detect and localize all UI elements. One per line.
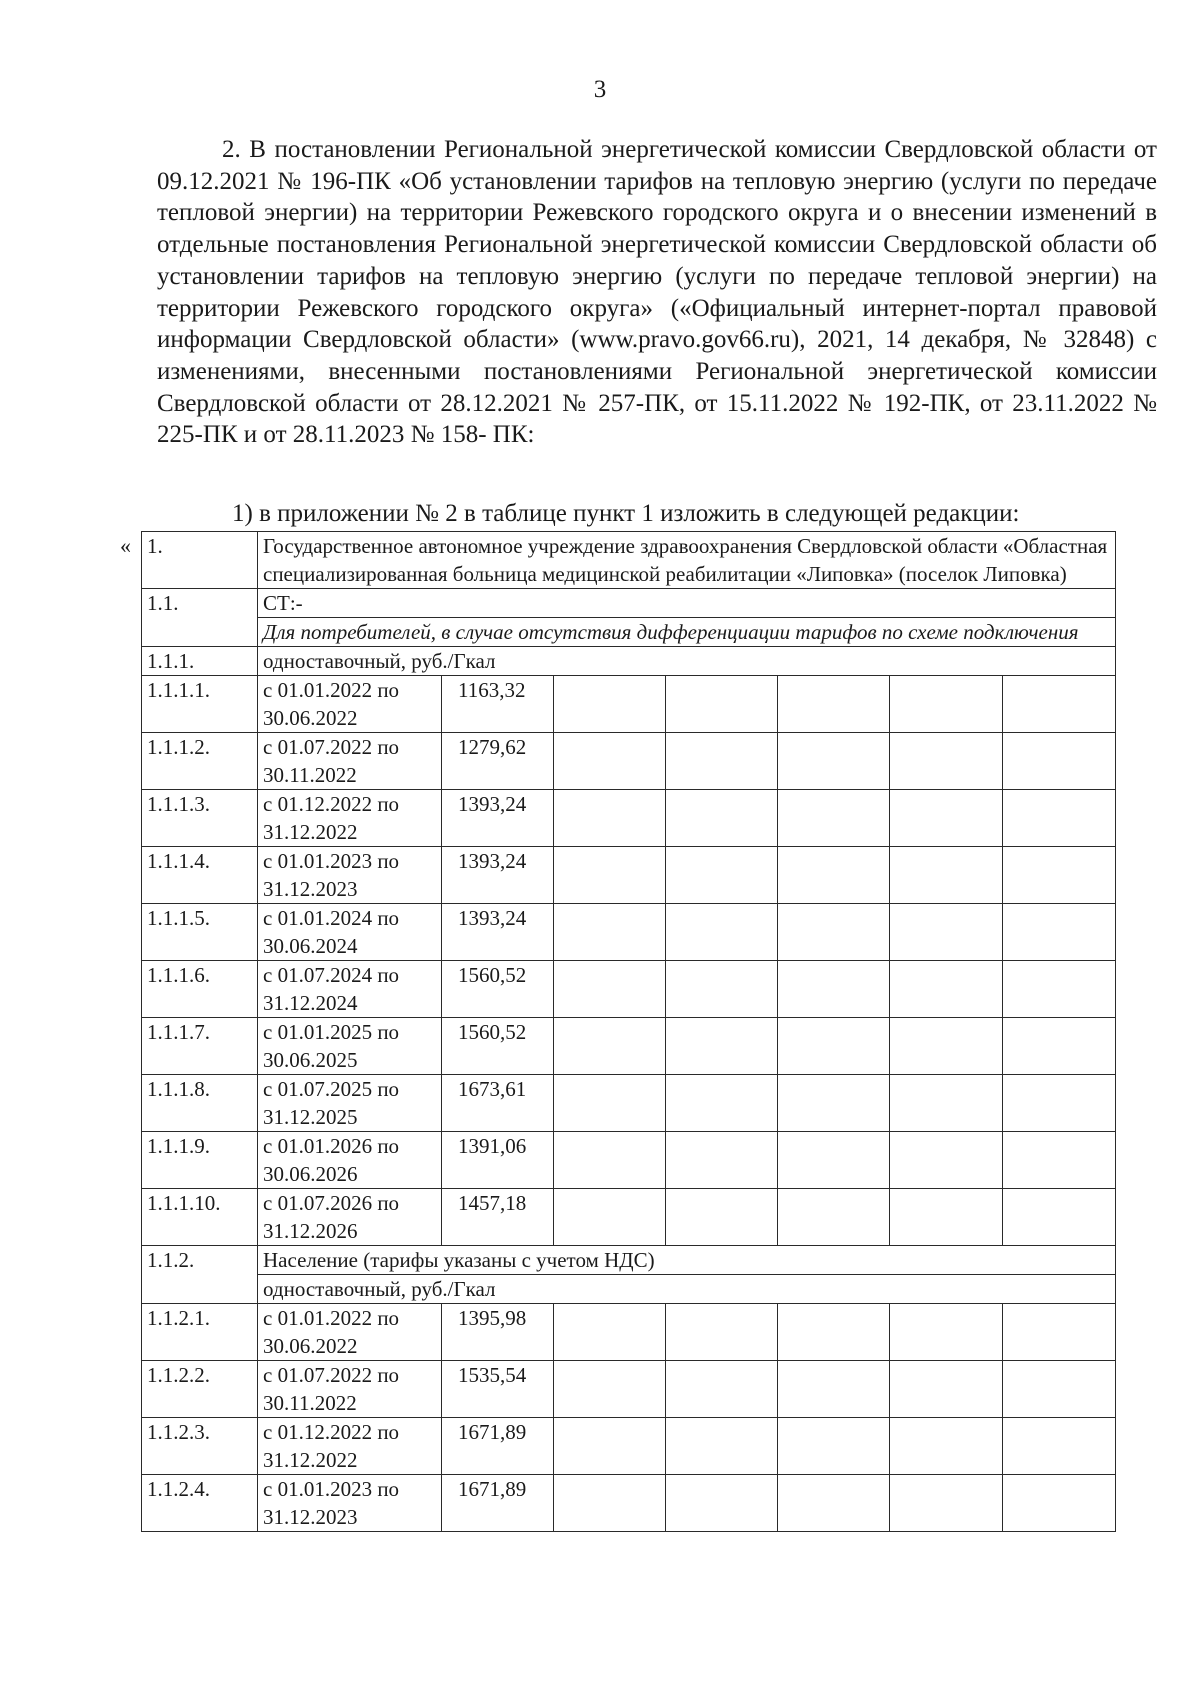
empty-cell — [778, 676, 890, 733]
table-row — [142, 1132, 1116, 1189]
row-period: с 01.07.2026 по 31.12.2026 — [258, 1189, 442, 1246]
empty-cell — [890, 847, 1003, 904]
empty-cell — [554, 961, 666, 1018]
row-number: 1.1.1.4. — [142, 847, 258, 904]
row-number: 1.1.1.3. — [142, 790, 258, 847]
empty-cell — [890, 676, 1003, 733]
empty-cell — [554, 733, 666, 790]
page-number: 3 — [593, 76, 607, 103]
row-number: 1.1.2.4. — [142, 1475, 258, 1532]
row-period: с 01.01.2022 по 30.06.2022 — [258, 1304, 442, 1361]
row-value: 1163,32 — [442, 676, 554, 733]
group2-label: одноставочный, руб./Гкал — [258, 1275, 1116, 1304]
tariff-table — [141, 531, 1116, 1532]
table-row — [142, 1189, 1116, 1246]
row-value: 1393,24 — [442, 790, 554, 847]
row-value: 1673,61 — [442, 1075, 554, 1132]
empty-cell — [554, 1418, 666, 1475]
row-number: 1.1.2.2. — [142, 1361, 258, 1418]
ct-label: СТ:- — [258, 589, 1116, 618]
empty-cell — [666, 1018, 778, 1075]
empty-cell — [666, 961, 778, 1018]
row-number: 1.1.1.8. — [142, 1075, 258, 1132]
empty-cell — [1003, 790, 1116, 847]
empty-cell — [666, 1361, 778, 1418]
empty-cell — [778, 790, 890, 847]
empty-cell — [778, 1475, 890, 1532]
empty-cell — [666, 904, 778, 961]
empty-cell — [1003, 1132, 1116, 1189]
tariff-table-body — [142, 532, 1116, 1532]
row-number: 1.1.1.1. — [142, 676, 258, 733]
ct-row — [142, 589, 1116, 618]
empty-cell — [666, 847, 778, 904]
org-number: 1. — [142, 532, 258, 589]
table-row — [142, 1361, 1116, 1418]
org-row — [142, 532, 1116, 589]
empty-cell — [778, 1132, 890, 1189]
row-value: 1391,06 — [442, 1132, 554, 1189]
row-period: с 01.07.2024 по 31.12.2024 — [258, 961, 442, 1018]
consumers-note: Для потребителей, в случае отсутствия дифференциации тарифов по схеме подключения — [258, 618, 1116, 647]
empty-cell — [554, 1018, 666, 1075]
empty-cell — [554, 847, 666, 904]
row-number: 1.1.1.5. — [142, 904, 258, 961]
empty-cell — [666, 1475, 778, 1532]
empty-cell — [1003, 1075, 1116, 1132]
group2-number: 1.1.2. — [142, 1246, 258, 1304]
empty-cell — [778, 847, 890, 904]
row-period: с 01.07.2025 по 31.12.2025 — [258, 1075, 442, 1132]
opening-quote-mark: « — [120, 533, 131, 558]
row-period: с 01.01.2023 по 31.12.2023 — [258, 847, 442, 904]
empty-cell — [554, 1189, 666, 1246]
empty-cell — [778, 961, 890, 1018]
row-value: 1560,52 — [442, 961, 554, 1018]
table-row — [142, 1304, 1116, 1361]
empty-cell — [778, 904, 890, 961]
body-text — [157, 134, 1157, 451]
row-period: с 01.01.2022 по 30.06.2022 — [258, 676, 442, 733]
row-period: с 01.01.2025 по 30.06.2025 — [258, 1018, 442, 1075]
row-number: 1.1.2.1. — [142, 1304, 258, 1361]
empty-cell — [666, 1304, 778, 1361]
row-number: 1.1.2.3. — [142, 1418, 258, 1475]
row-number: 1.1.1.9. — [142, 1132, 258, 1189]
table-row — [142, 1418, 1116, 1475]
amendment-paragraph: 2. В постановлении Региональной энергетической комиссии Свердловской области от 09.12.2021 № 196-ПК «Об установлении тарифов на тепловую энергию (услуги по передаче тепловой энергии) на территории Режевского городского округа и о внесении изменений в отдельные постановления Региональной энергетической комиссии Свердловской области об установлении тарифов на тепловую энергию (услуги по передаче тепловой энергии) на территории Режевского городского округа» («Официальный интернет-портал правовой информации Свердловской области» (www.pravo.gov66.ru), 2021, 14 декабря, № 32848) с изменениями, внесенными постановлениями Региональной энергетической комиссии Свердловской области от 28.12.2021 № 257-ПК, от 15.11.2022 № 192-ПК, от 23.11.2022 № 225-ПК и от 28.11.2023 № 158- ПК: — [157, 136, 1157, 449]
row-period: с 01.01.2023 по 31.12.2023 — [258, 1475, 442, 1532]
table-row — [142, 676, 1116, 733]
empty-cell — [1003, 1189, 1116, 1246]
empty-cell — [554, 904, 666, 961]
empty-cell — [778, 733, 890, 790]
empty-cell — [666, 1132, 778, 1189]
row-value: 1395,98 — [442, 1304, 554, 1361]
row-period: с 01.01.2024 по 30.06.2024 — [258, 904, 442, 961]
empty-cell — [890, 1075, 1003, 1132]
row-period: с 01.07.2022 по 30.11.2022 — [258, 1361, 442, 1418]
row-value: 1457,18 — [442, 1189, 554, 1246]
table-row — [142, 904, 1116, 961]
table-row — [142, 1075, 1116, 1132]
empty-cell — [1003, 1418, 1116, 1475]
empty-cell — [1003, 733, 1116, 790]
table-row — [142, 961, 1116, 1018]
empty-cell — [890, 904, 1003, 961]
table-row — [142, 1475, 1116, 1532]
empty-cell — [778, 1075, 890, 1132]
empty-cell — [554, 1361, 666, 1418]
row-number: 1.1.1.2. — [142, 733, 258, 790]
empty-cell — [890, 961, 1003, 1018]
empty-cell — [890, 790, 1003, 847]
empty-cell — [1003, 1304, 1116, 1361]
org-name: Государственное автономное учреждение здравоохранения Свердловской области «Областная специализированная больница медицинской реабилитации «Липовка» (поселок Липовка) — [258, 532, 1116, 589]
table-row — [142, 847, 1116, 904]
empty-cell — [1003, 1361, 1116, 1418]
group2-title: Население (тарифы указаны с учетом НДС) — [258, 1246, 1116, 1275]
empty-cell — [666, 676, 778, 733]
empty-cell — [890, 1304, 1003, 1361]
empty-cell — [890, 1418, 1003, 1475]
empty-cell — [890, 1018, 1003, 1075]
ct-number: 1.1. — [142, 589, 258, 647]
group2-header-row — [142, 1246, 1116, 1275]
row-value: 1671,89 — [442, 1418, 554, 1475]
empty-cell — [666, 790, 778, 847]
empty-cell — [778, 1304, 890, 1361]
empty-cell — [554, 1475, 666, 1532]
empty-cell — [1003, 676, 1116, 733]
empty-cell — [890, 733, 1003, 790]
table-row — [142, 790, 1116, 847]
empty-cell — [666, 733, 778, 790]
group1-number: 1.1.1. — [142, 647, 258, 676]
row-value: 1560,52 — [442, 1018, 554, 1075]
row-number: 1.1.1.6. — [142, 961, 258, 1018]
row-value: 1393,24 — [442, 904, 554, 961]
row-value: 1671,89 — [442, 1475, 554, 1532]
group1-label: одноставочный, руб./Гкал — [258, 647, 1116, 676]
empty-cell — [890, 1361, 1003, 1418]
empty-cell — [1003, 847, 1116, 904]
empty-cell — [554, 1075, 666, 1132]
table-row — [142, 733, 1116, 790]
empty-cell — [890, 1189, 1003, 1246]
consumers-note-row — [142, 618, 1116, 647]
empty-cell — [778, 1361, 890, 1418]
group1-header-row — [142, 647, 1116, 676]
empty-cell — [890, 1132, 1003, 1189]
row-number: 1.1.1.10. — [142, 1189, 258, 1246]
empty-cell — [890, 1475, 1003, 1532]
empty-cell — [666, 1189, 778, 1246]
row-number: 1.1.1.7. — [142, 1018, 258, 1075]
empty-cell — [554, 790, 666, 847]
sub-heading: 1) в приложении № 2 в таблице пункт 1 изложить в следующей редакции: — [232, 500, 1020, 527]
empty-cell — [778, 1189, 890, 1246]
row-period: с 01.12.2022 по 31.12.2022 — [258, 790, 442, 847]
empty-cell — [666, 1418, 778, 1475]
row-period: с 01.07.2022 по 30.11.2022 — [258, 733, 442, 790]
table-row — [142, 1018, 1116, 1075]
empty-cell — [554, 1304, 666, 1361]
empty-cell — [554, 676, 666, 733]
row-value: 1279,62 — [442, 733, 554, 790]
row-value: 1393,24 — [442, 847, 554, 904]
empty-cell — [554, 1132, 666, 1189]
empty-cell — [1003, 961, 1116, 1018]
empty-cell — [1003, 1475, 1116, 1532]
empty-cell — [1003, 1018, 1116, 1075]
empty-cell — [1003, 904, 1116, 961]
empty-cell — [778, 1418, 890, 1475]
group2-label-row — [142, 1275, 1116, 1304]
row-value: 1535,54 — [442, 1361, 554, 1418]
empty-cell — [666, 1075, 778, 1132]
row-period: с 01.01.2026 по 30.06.2026 — [258, 1132, 442, 1189]
row-period: с 01.12.2022 по 31.12.2022 — [258, 1418, 442, 1475]
empty-cell — [778, 1018, 890, 1075]
